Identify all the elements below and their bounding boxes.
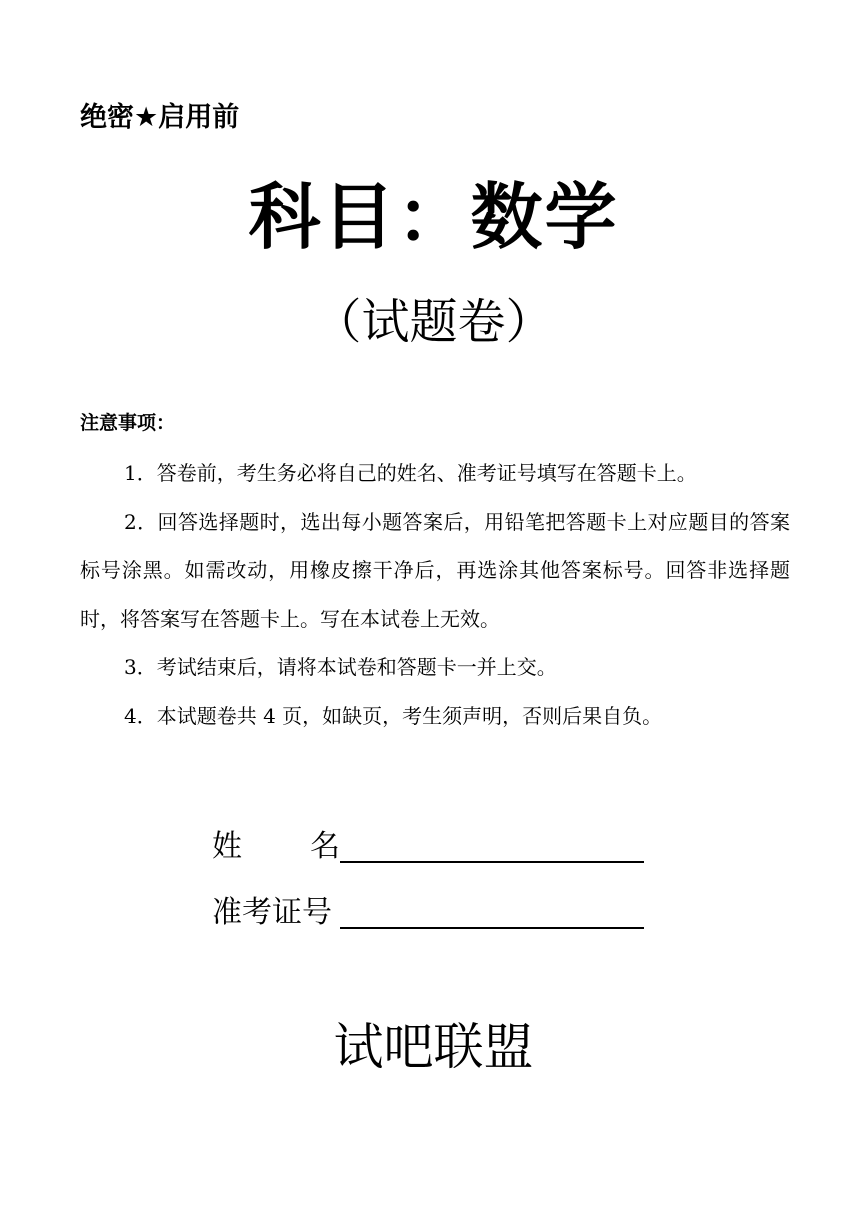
notice-list — [80, 449, 790, 740]
exam-id-field-line[interactable] — [340, 893, 644, 929]
confidential-label: 绝密★启用前 — [80, 102, 240, 133]
paper-type-subtitle: （试题卷） — [313, 294, 554, 350]
notice-heading: 注意事项： — [80, 412, 176, 434]
notice-item-2: 2．回答选择题时，选出每小题答案后，用铅笔把答题卡上对应题目的答案标号涂黑。如需改动，用橡皮擦干净后，再选涂其他答案标号。回答非选择题时，将答案写在答题卡上。写在本试卷上无效。 — [80, 509, 790, 631]
exam-id-field-label: 准考证号 — [212, 895, 332, 930]
page-title: 科目：数学 — [248, 175, 619, 259]
name-field-row — [212, 823, 644, 867]
notice-item-4: 4．本试题卷共 4 页，如缺页，考生须声明，否则后果自负。 — [124, 703, 663, 728]
name-field-label — [212, 827, 340, 867]
name-label-first-char: 姓 — [212, 829, 242, 864]
organization-name: 试吧联盟 — [333, 1018, 534, 1076]
name-label-last-char: 名 — [310, 829, 340, 864]
notice-item-3: 3．考试结束后，请将本试卷和答题卡一并上交。 — [124, 655, 557, 679]
name-field-line[interactable] — [340, 827, 644, 863]
exam-id-field-row — [212, 889, 644, 933]
notice-item-1: 1．答卷前，考生务必将自己的姓名、准考证号填写在答题卡上。 — [124, 461, 697, 485]
